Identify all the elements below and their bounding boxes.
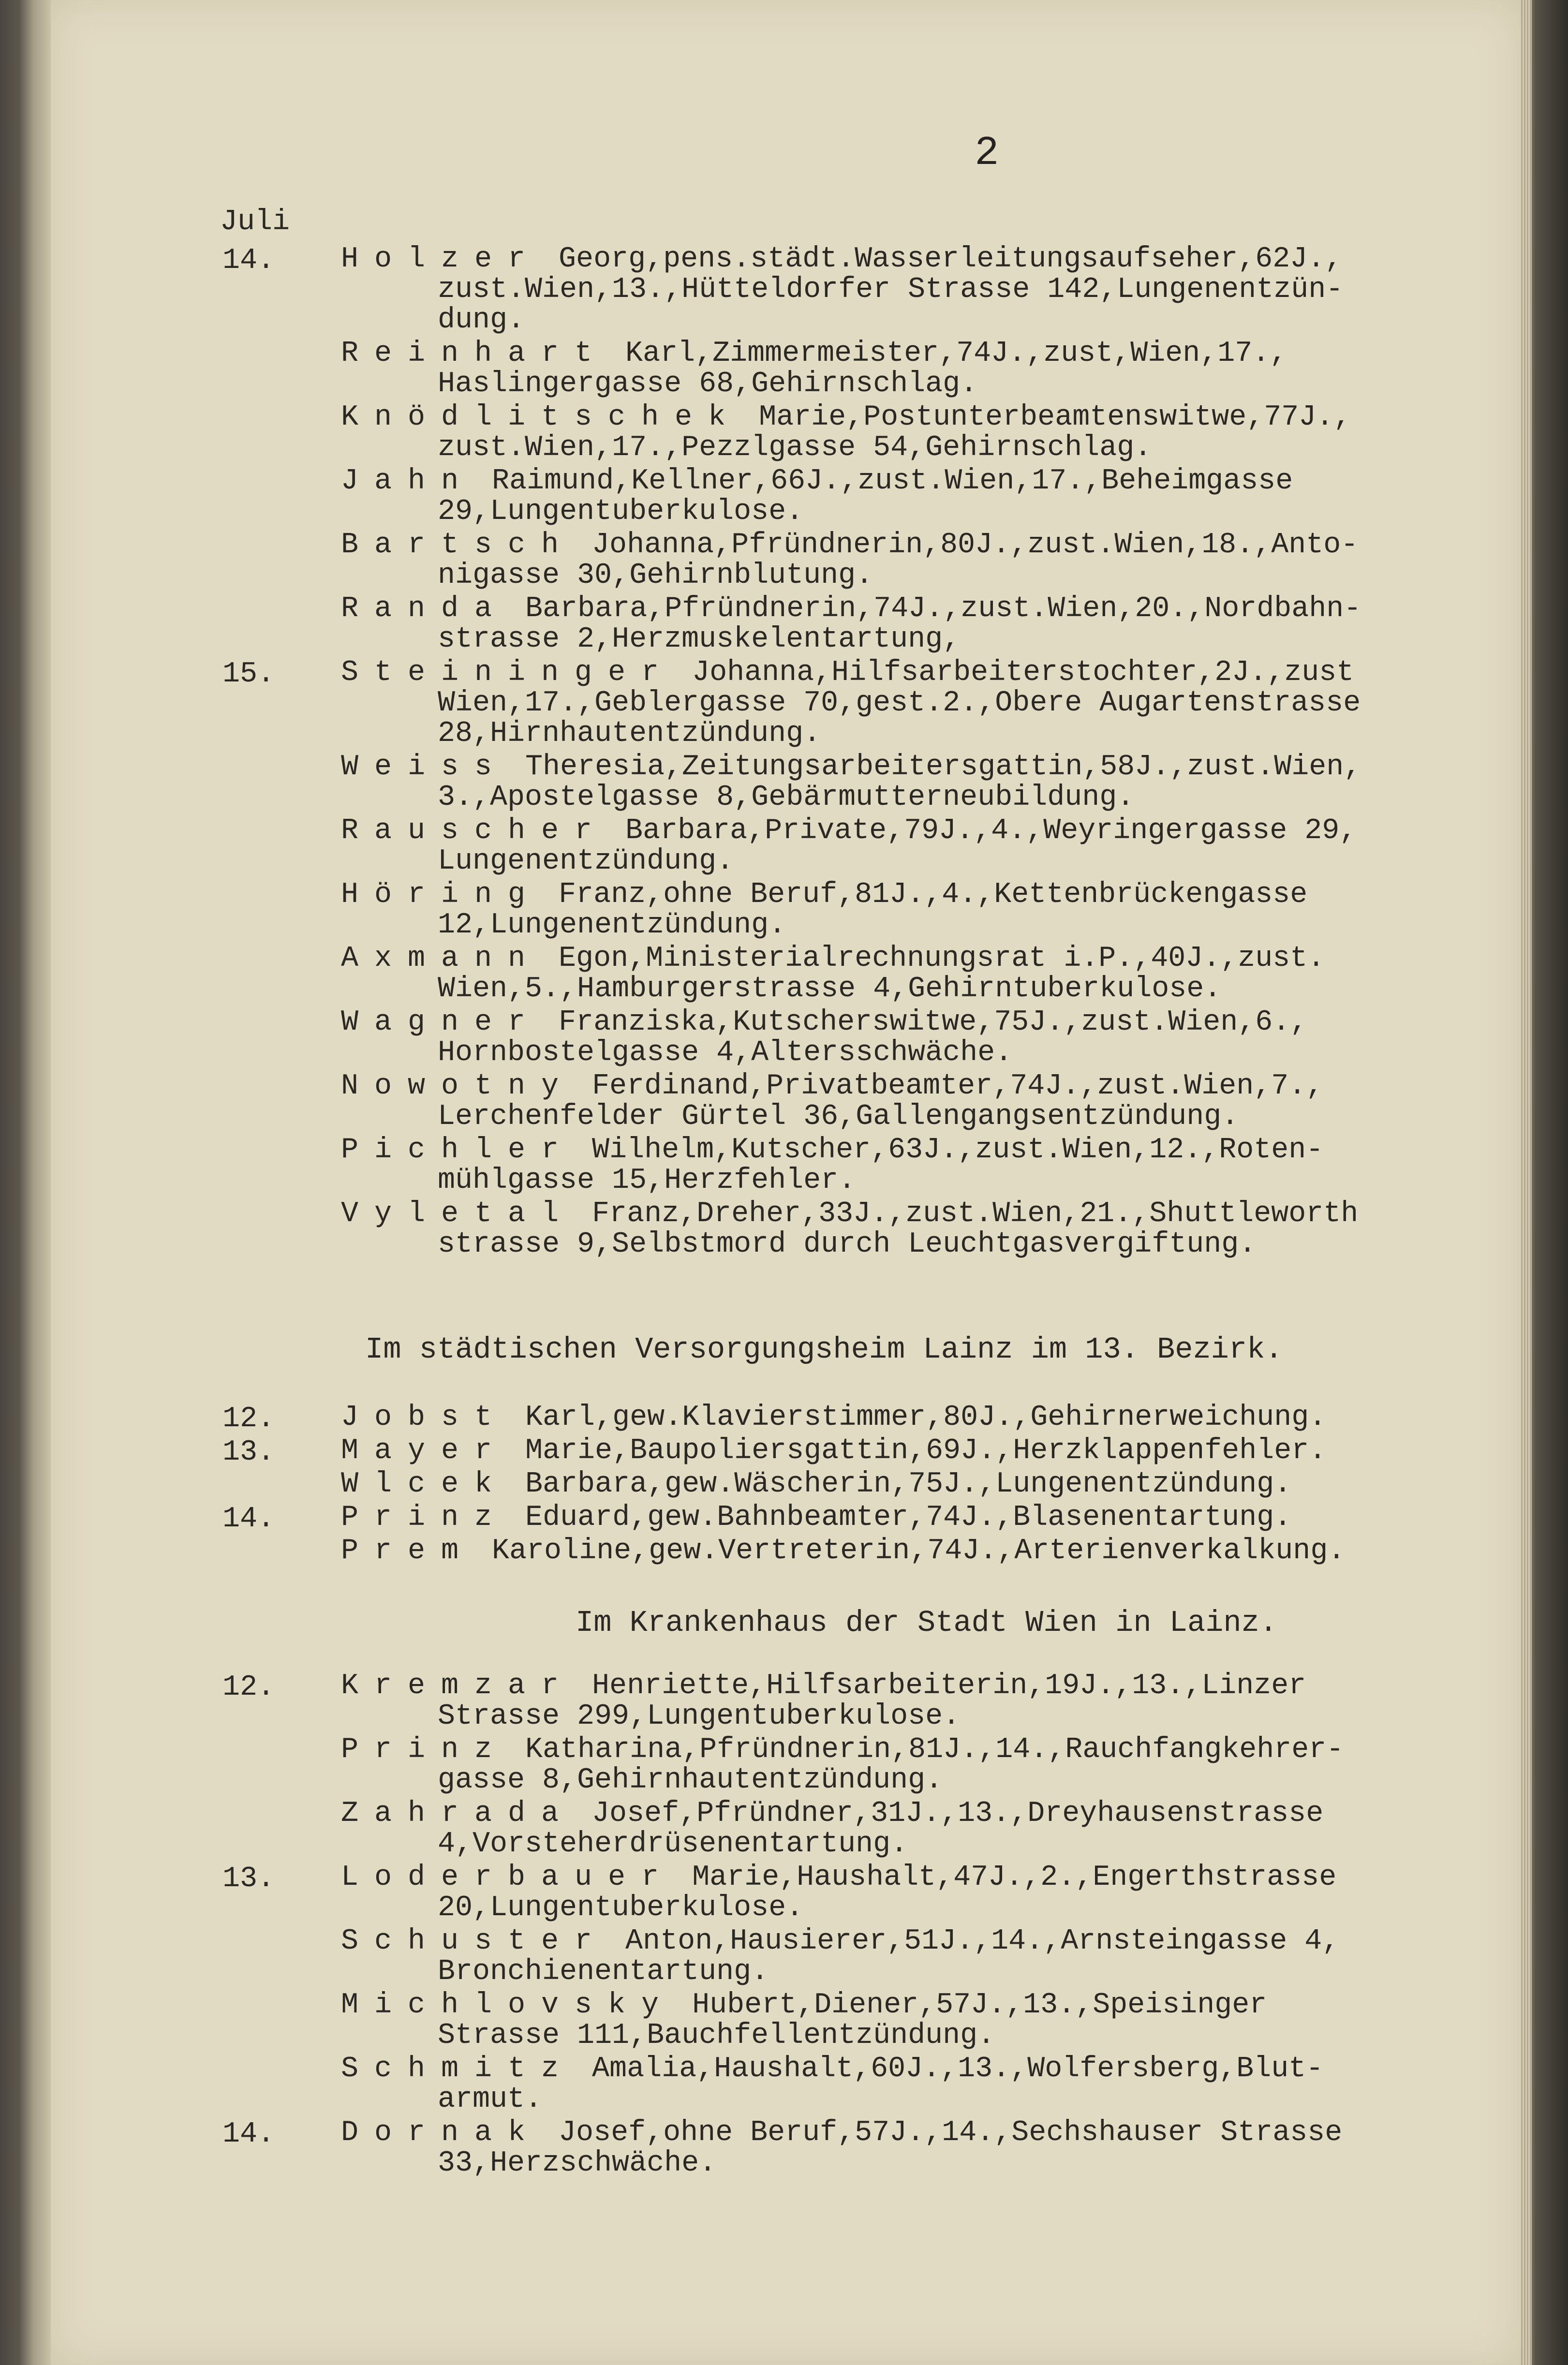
entry-detail-text: Barbara,Pfründnerin,74J.,zust.Wien,20.,Nordbahn- <box>508 592 1361 625</box>
entry-detail-text: 12,Lungenentzündung. <box>438 909 786 942</box>
entry-detail-text: Anton,Hausierer,51J.,14.,Arnsteingasse 4, <box>608 1925 1340 1958</box>
entry-surname: Schmitz <box>341 2053 575 2085</box>
entry-first-line <box>341 944 1325 974</box>
entry-date: 15. <box>222 658 275 691</box>
entry-surname: Knödlitschek <box>341 401 742 434</box>
entry-detail-text: Wilhelm,Kutscher,63J.,zust.Wien,12.,Roten- <box>575 1134 1324 1167</box>
entry-detail-text: zust.Wien,17.,Pezzlgasse 54,Gehirnschlag. <box>438 431 1152 464</box>
entry-surname: Axmann <box>341 942 542 975</box>
entry-first-line <box>341 1990 1267 2020</box>
entry-detail-text: mühlgasse 15,Herzfehler. <box>438 1164 856 1197</box>
entry-first-line <box>341 1799 1323 1829</box>
entry-surname: Jobst <box>341 1401 508 1434</box>
entry-first-line <box>341 1671 1306 1701</box>
entry-continuation-line <box>438 910 786 940</box>
entry-continuation-line <box>438 369 977 399</box>
entry-detail-text: Karl,gew.Klavierstimmer,80J.,Gehirnerweichung. <box>508 1401 1327 1434</box>
entry-surname: Prinz <box>341 1501 508 1534</box>
entry-first-line <box>341 1199 1358 1229</box>
entry-detail-text: Franziska,Kutscherswitwe,75J.,zust.Wien,6., <box>541 1006 1308 1039</box>
entry-surname: Wagner <box>341 1006 542 1039</box>
entry-detail-text: 33,Herzschwäche. <box>438 2147 717 2180</box>
entry-detail-text: Karoline,gew.Vertreterin,74J.,Arterienverkalkung. <box>474 1535 1346 1567</box>
entry-surname: Pichler <box>341 1134 575 1167</box>
entry-detail-text: Georg,pens.städt.Wasserleitungsaufseher,62J., <box>541 243 1343 276</box>
entry-first-line <box>341 339 1287 369</box>
entry-first-line <box>341 1735 1344 1765</box>
entry-surname: Wlcek <box>341 1468 508 1501</box>
section-title-versorgungsheim: Im städtischen Versorgungsheim Lainz im 13. Bezirk. <box>365 1332 1283 1367</box>
entry-first-line <box>341 658 1354 688</box>
entry-continuation-line <box>438 1102 1239 1132</box>
entry-detail-text: Ferdinand,Privatbeamter,74J.,zust.Wien,7., <box>575 1070 1324 1103</box>
entry-detail-text: 20,Lungentuberkulose. <box>438 1892 804 1924</box>
entry-continuation-line <box>438 1957 769 1987</box>
entry-surname: Nowotny <box>341 1070 575 1103</box>
entry-detail-text: nigasse 30,Gehirnblutung. <box>438 559 873 592</box>
entry-continuation-line <box>438 974 1221 1004</box>
entry-date: 13. <box>222 1436 275 1469</box>
entry-surname: Steininger <box>341 656 675 689</box>
entry-detail-text: Henriette,Hilfsarbeiterin,19J.,13.,Linzer <box>575 1670 1306 1702</box>
entry-detail-text: strasse 9,Selbstmord durch Leuchtgasvergiftung. <box>438 1228 1257 1261</box>
entry-detail-text: Barbara,gew.Wäscherin,75J.,Lungenentzündung. <box>508 1468 1292 1501</box>
entry-surname: Vyletal <box>341 1197 575 1230</box>
entry-detail-text: Wien,5.,Hamburgerstrasse 4,Gehirntuberkulose. <box>438 973 1222 1005</box>
entry-detail-text: Marie,Postunterbeamtenswitwe,77J., <box>741 401 1351 434</box>
entry-first-line <box>341 1135 1323 1165</box>
entry-surname: Kremzar <box>341 1670 575 1702</box>
entry-first-line <box>341 530 1358 560</box>
entry-first-line <box>341 1926 1339 1956</box>
entry-surname: Reinhart <box>341 337 608 370</box>
entry-detail-text: Hubert,Diener,57J.,13.,Speisinger <box>675 1989 1267 2022</box>
entry-detail-text: Egon,Ministerialrechnungsrat i.P.,40J.,zust. <box>541 942 1325 975</box>
entry-detail-text: Amalia,Haushalt,60J.,13.,Wolfersberg,Blut- <box>575 2053 1324 2085</box>
entry-continuation-line <box>438 275 1343 305</box>
entry-surname: Holzer <box>341 243 542 276</box>
entry-detail-text: 28,Hirnhautentzündung. <box>438 717 821 750</box>
entry-continuation-line <box>438 624 960 654</box>
entry-surname: Höring <box>341 878 542 911</box>
entry-first-line <box>341 2118 1342 2148</box>
entry-detail-text: Wien,17.,Geblergasse 70,gest.2.,Obere Augartenstrasse <box>438 687 1361 720</box>
entry-continuation-line <box>438 1701 960 1731</box>
entry-surname: Mayer <box>341 1434 508 1467</box>
entry-detail-text: Theresia,Zeitungsarbeitersgattin,58J.,zust.Wien, <box>508 751 1361 783</box>
entry-continuation-line <box>438 433 1152 463</box>
entry-first-line <box>341 466 1293 496</box>
entry-first-line <box>341 1503 1291 1533</box>
section-title-krankenhaus: Im Krankenhaus der Stadt Wien in Lainz. <box>576 1606 1278 1640</box>
entry-detail-text: 3.,Apostelgasse 8,Gebärmutterneubildung. <box>438 781 1135 814</box>
entry-date: 14. <box>222 244 275 277</box>
entry-first-line <box>341 1536 1345 1566</box>
entry-first-line <box>341 244 1342 274</box>
page-number: 2 <box>975 131 999 177</box>
entry-continuation-line <box>438 561 873 591</box>
entry-first-line <box>341 1436 1326 1466</box>
entry-first-line <box>341 402 1351 432</box>
entry-first-line <box>341 1862 1336 1892</box>
entry-continuation-line <box>438 305 525 335</box>
entry-surname: Dornak <box>341 2116 542 2149</box>
entry-detail-text: Barbara,Private,79J.,4.,Weyringergasse 29, <box>608 814 1357 847</box>
entry-detail-text: zust.Wien,13.,Hütteldorfer Strasse 142,Lungenentzün- <box>438 273 1344 306</box>
entry-continuation-line <box>438 1038 1012 1068</box>
entry-surname: Zahrada <box>341 1797 575 1830</box>
entry-surname: Rauscher <box>341 814 608 847</box>
entry-detail-text: Katharina,Pfründnerin,81J.,14.,Rauchfangkehrer- <box>508 1733 1344 1766</box>
entry-continuation-line <box>438 2148 716 2178</box>
entry-surname: Schuster <box>341 1925 608 1958</box>
entry-detail-text: Raimund,Kellner,66J.,zust.Wien,17.,Beheimgasse <box>474 465 1293 498</box>
entry-detail-text: Franz,ohne Beruf,81J.,4.,Kettenbrückengasse <box>541 878 1308 911</box>
entry-first-line <box>341 1071 1323 1101</box>
entry-continuation-line <box>438 2021 995 2051</box>
entry-detail-text: Strasse 299,Lungentuberkulose. <box>438 1700 961 1733</box>
entry-continuation-line <box>438 1166 856 1196</box>
entry-detail-text: Strasse 111,Bauchfellentzündung. <box>438 2019 995 2052</box>
entry-date: 12. <box>222 1403 275 1435</box>
entry-detail-text: 4,Vorsteherdrüsenentartung. <box>438 1828 908 1861</box>
entry-first-line <box>341 880 1307 910</box>
entry-detail-text: armut. <box>438 2083 543 2116</box>
entry-first-line <box>341 594 1361 624</box>
entry-detail-text: Karl,Zimmermeister,74J.,zust,Wien,17., <box>608 337 1287 370</box>
entry-continuation-line <box>438 1765 943 1795</box>
entry-detail-text: Johanna,Pfründnerin,80J.,zust.Wien,18.,Anto- <box>575 529 1359 562</box>
entry-detail-text: Lungenentzündung. <box>438 845 734 878</box>
entry-detail-text: Franz,Dreher,33J.,zust.Wien,21.,Shuttleworth <box>575 1197 1359 1230</box>
entry-date: 13. <box>222 1862 275 1895</box>
entry-detail-text: Haslingergasse 68,Gehirnschlag. <box>438 368 978 400</box>
entry-detail-text: gasse 8,Gehirnhautentzündung. <box>438 1764 943 1797</box>
month-heading: Juli <box>220 206 290 238</box>
entry-continuation-line <box>438 719 821 749</box>
entry-continuation-line <box>438 2084 542 2114</box>
entry-continuation-line <box>438 497 803 527</box>
page-edges <box>1521 0 1532 2365</box>
entry-surname: Jahn <box>341 465 475 498</box>
entry-detail-text: 29,Lungentuberkulose. <box>438 495 804 528</box>
entry-first-line <box>341 1403 1326 1433</box>
entry-detail-text: Josef,Pfründner,31J.,13.,Dreyhausenstrasse <box>575 1797 1324 1830</box>
entry-surname: Michlovsky <box>341 1989 675 2022</box>
entry-continuation-line <box>438 688 1361 718</box>
entry-surname: Prem <box>341 1535 475 1567</box>
entry-date: 12. <box>222 1671 275 1704</box>
entry-detail-text: Josef,ohne Beruf,57J.,14.,Sechshauser Strasse <box>541 2116 1343 2149</box>
entry-continuation-line <box>438 783 1134 813</box>
entry-surname: Weiss <box>341 751 508 783</box>
entry-detail-text: Johanna,Hilfsarbeiterstochter,2J.,zust <box>675 656 1354 689</box>
entry-first-line <box>341 2054 1323 2084</box>
entry-first-line <box>341 1469 1291 1499</box>
entry-detail-text: dung. <box>438 304 525 337</box>
entry-detail-text: Eduard,gew.Bahnbeamter,74J.,Blasenentartung. <box>508 1501 1292 1534</box>
entry-date: 14. <box>222 2118 275 2151</box>
entry-first-line <box>341 752 1361 782</box>
entry-surname: Loderbauer <box>341 1861 675 1894</box>
entry-detail-text: strasse 2,Herzmuskelentartung, <box>438 623 961 656</box>
entry-detail-text: Marie,Haushalt,47J.,2.,Engerthstrasse <box>675 1861 1337 1894</box>
entry-surname: Randa <box>341 592 508 625</box>
entry-detail-text: Marie,Baupoliersgattin,69J.,Herzklappenfehler. <box>508 1434 1327 1467</box>
entry-detail-text: Lerchenfelder Gürtel 36,Gallengangsentzündung. <box>438 1100 1239 1133</box>
entry-continuation-line <box>438 846 734 876</box>
entry-surname: Bartsch <box>341 529 575 562</box>
entry-detail-text: Bronchienentartung. <box>438 1955 769 1988</box>
entry-continuation-line <box>438 1229 1256 1259</box>
entry-continuation-line <box>438 1829 908 1859</box>
entry-first-line <box>341 1007 1307 1037</box>
entry-surname: Prinz <box>341 1733 508 1766</box>
entry-continuation-line <box>438 1893 803 1923</box>
entry-date: 14. <box>222 1503 275 1536</box>
entry-detail-text: Hornbostelgasse 4,Altersschwäche. <box>438 1036 1013 1069</box>
entry-first-line <box>341 816 1357 846</box>
